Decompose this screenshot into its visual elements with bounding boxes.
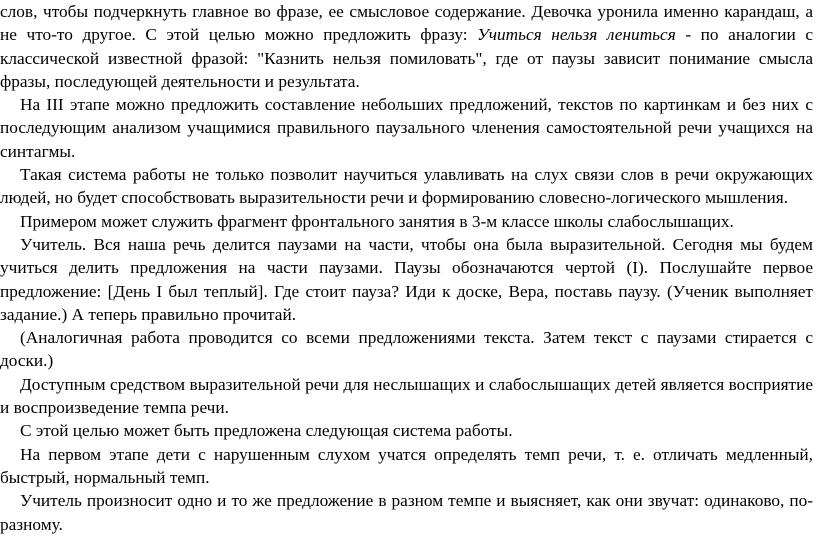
- paragraph-work-system: С этой целью может быть предложена следующая система работы.: [20, 421, 513, 441]
- italic-example-phrase: Учиться нельзя лениться: [477, 25, 676, 45]
- paragraph-example-intro: Примером может служить фрагмент фронтального занятия в 3-м классе школы слабослышащих.: [20, 211, 734, 231]
- paragraph-stage-three: На III этапе можно предложить составление небольших предложений, текстов по картинкам и без них с последующим анализом учащимися правильного паузального членения самостоятельной речи учащихся на синтагмы.: [0, 95, 813, 161]
- paragraph-system-benefits: Такая система работы не только позволит научиться улавливать на слух связи слов в речи окружающих людей, но будет способствовать выразительности речи и формированию словесно-логического мышления.: [0, 165, 813, 208]
- paragraph-phrase-meaning: [0, 0, 813, 93]
- paragraph-teacher-pronounces: Учитель произносит одно и то же предложение в разном темпе и выясняет, как они звучат: одинаково, по-разному.: [0, 491, 813, 534]
- paragraph-teacher-dialogue: Учитель. Вся наша речь делится паузами на части, чтобы она была выразительной. Сегодня мы будем учиться делить предложения на части паузами. Паузы обозначаются чертой (I). Послушайте первое предложение: [День I был теплый]. Где стоит пауза? Иди к доске, Вера, поставь паузу. (Ученик выполняет задание.) А теперь правильно прочитай.: [0, 234, 813, 324]
- paragraph-first-stage: На первом этапе дети с нарушенным слухом учатся определять темп речи, т. е. отличать медленный, быстрый, нормальный темп.: [0, 444, 813, 487]
- paragraph-text-part: - по аналогии с классической известной фразой: "Казнить нельзя помиловать", где от паузы зависит понимание смысла фразы, последующей деятельности и результата.: [0, 25, 813, 91]
- paragraph-similar-work: (Аналогичная работа проводится со всеми предложениями текста. Затем текст с паузами стирается с доски.): [0, 328, 813, 371]
- paragraph-text-part: слов, чтобы подчеркнуть главное во фразе, ее смысловое содержание. Девочка уронила именно карандаш, а не что-то другое. С этой целью можно предложить фразу:: [0, 2, 813, 45]
- paragraph-speech-tempo: Доступным средством выразительной речи для неслышащих и слабослышащих детей является восприятие и воспроизведение темпа речи.: [0, 374, 813, 418]
